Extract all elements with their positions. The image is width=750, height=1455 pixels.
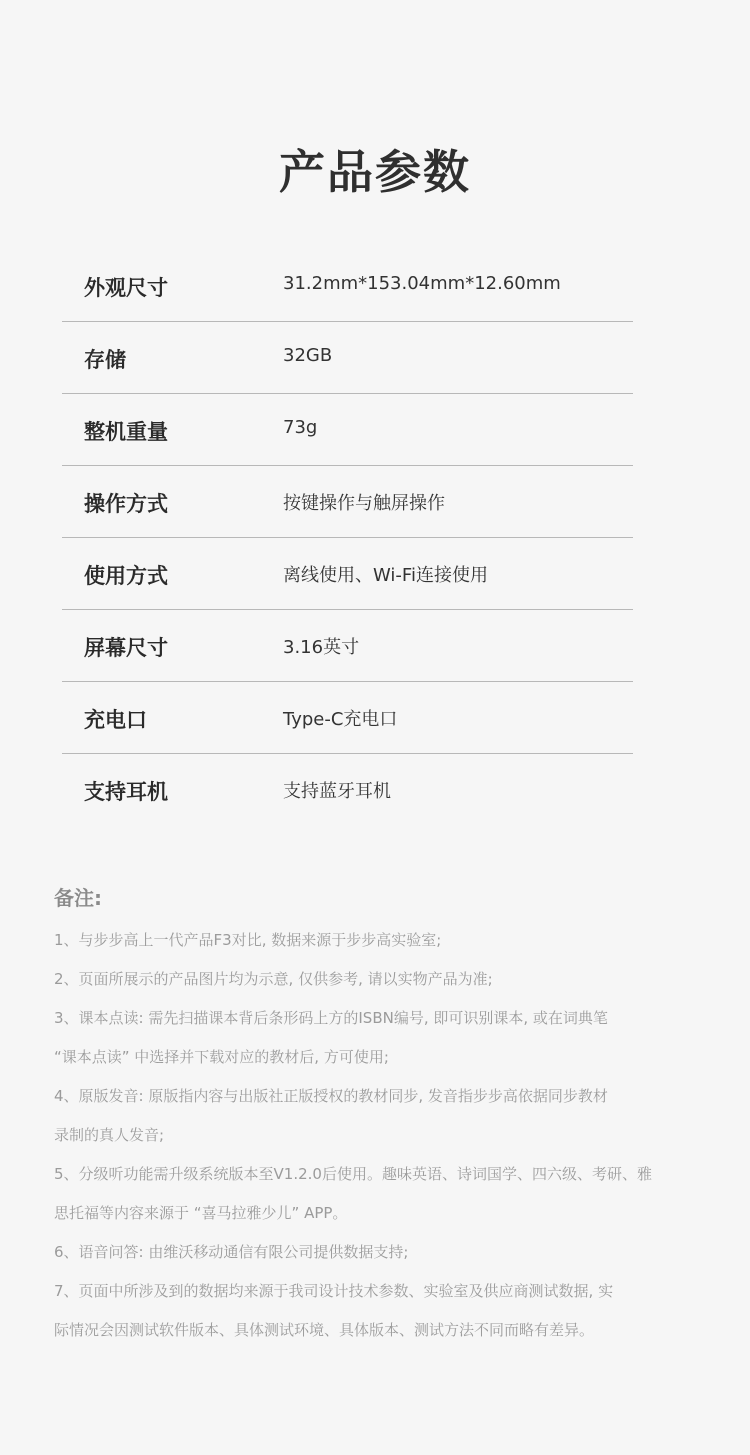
- spec-value: 73g: [283, 417, 318, 438]
- spec-row-operation: [62, 466, 633, 538]
- note-line: 6、语音问答: 由维沃移动通信有限公司提供数据支持;: [54, 1243, 409, 1261]
- note-line: 2、页面所展示的产品图片均为示意, 仅供参考, 请以实物产品为准;: [54, 970, 493, 988]
- spec-label: 整机重量: [84, 420, 168, 444]
- note-line: 7、页面中所涉及到的数据均来源于我司设计技术参数、实验室及供应商测试数据, 实: [54, 1282, 614, 1300]
- spec-row-headphones: [62, 754, 633, 825]
- spec-value: 32GB: [283, 345, 333, 366]
- spec-label: 操作方式: [84, 492, 168, 516]
- spec-label: 充电口: [84, 708, 147, 732]
- spec-row-screen-size: [62, 610, 633, 682]
- spec-label: 屏幕尺寸: [84, 636, 168, 660]
- spec-label: 外观尺寸: [84, 276, 168, 300]
- spec-row-weight: [62, 394, 633, 466]
- spec-value: 3.16英寸: [283, 637, 360, 658]
- spec-value: 支持蓝牙耳机: [283, 781, 391, 802]
- spec-label: 支持耳机: [84, 780, 168, 804]
- spec-row-charging-port: [62, 682, 633, 754]
- spec-row-storage: [62, 322, 633, 394]
- note-line: 4、原版发音: 原版指内容与出版社正版授权的教材同步, 发音指步步高依据同步教材: [54, 1087, 608, 1105]
- notes-section: [54, 882, 704, 1350]
- spec-value: Type-C充电口: [283, 709, 398, 730]
- spec-table: [62, 250, 633, 825]
- spec-row-dimensions: [62, 250, 633, 322]
- notes-title: 备注:: [54, 886, 102, 910]
- note-line: 录制的真人发音;: [54, 1126, 165, 1144]
- note-line: 5、分级听功能需升级系统版本至V1.2.0后使用。趣味英语、诗词国学、四六级、考研、雅: [54, 1165, 652, 1183]
- note-line: 际情况会因测试软件版本、具体测试环境、具体版本、测试方法不同而略有差异。: [54, 1321, 595, 1339]
- spec-label: 使用方式: [84, 564, 168, 588]
- spec-row-usage-mode: [62, 538, 633, 610]
- spec-value: 按键操作与触屏操作: [283, 493, 445, 514]
- note-line: “课本点读” 中选择并下载对应的教材后, 方可使用;: [54, 1048, 389, 1066]
- page-title: 产品参数: [279, 145, 471, 199]
- note-line: 1、与步步高上一代产品F3对比, 数据来源于步步高实验室;: [54, 931, 442, 949]
- spec-value: 离线使用、Wi-Fi连接使用: [283, 565, 488, 586]
- spec-value: 31.2mm*153.04mm*12.60mm: [283, 273, 561, 294]
- spec-label: 存储: [84, 348, 126, 372]
- note-line: 思托福等内容来源于 “喜马拉雅少儿” APP。: [54, 1204, 348, 1222]
- note-line: 3、课本点读: 需先扫描课本背后条形码上方的ISBN编号, 即可识别课本, 或在词典笔: [54, 1009, 608, 1027]
